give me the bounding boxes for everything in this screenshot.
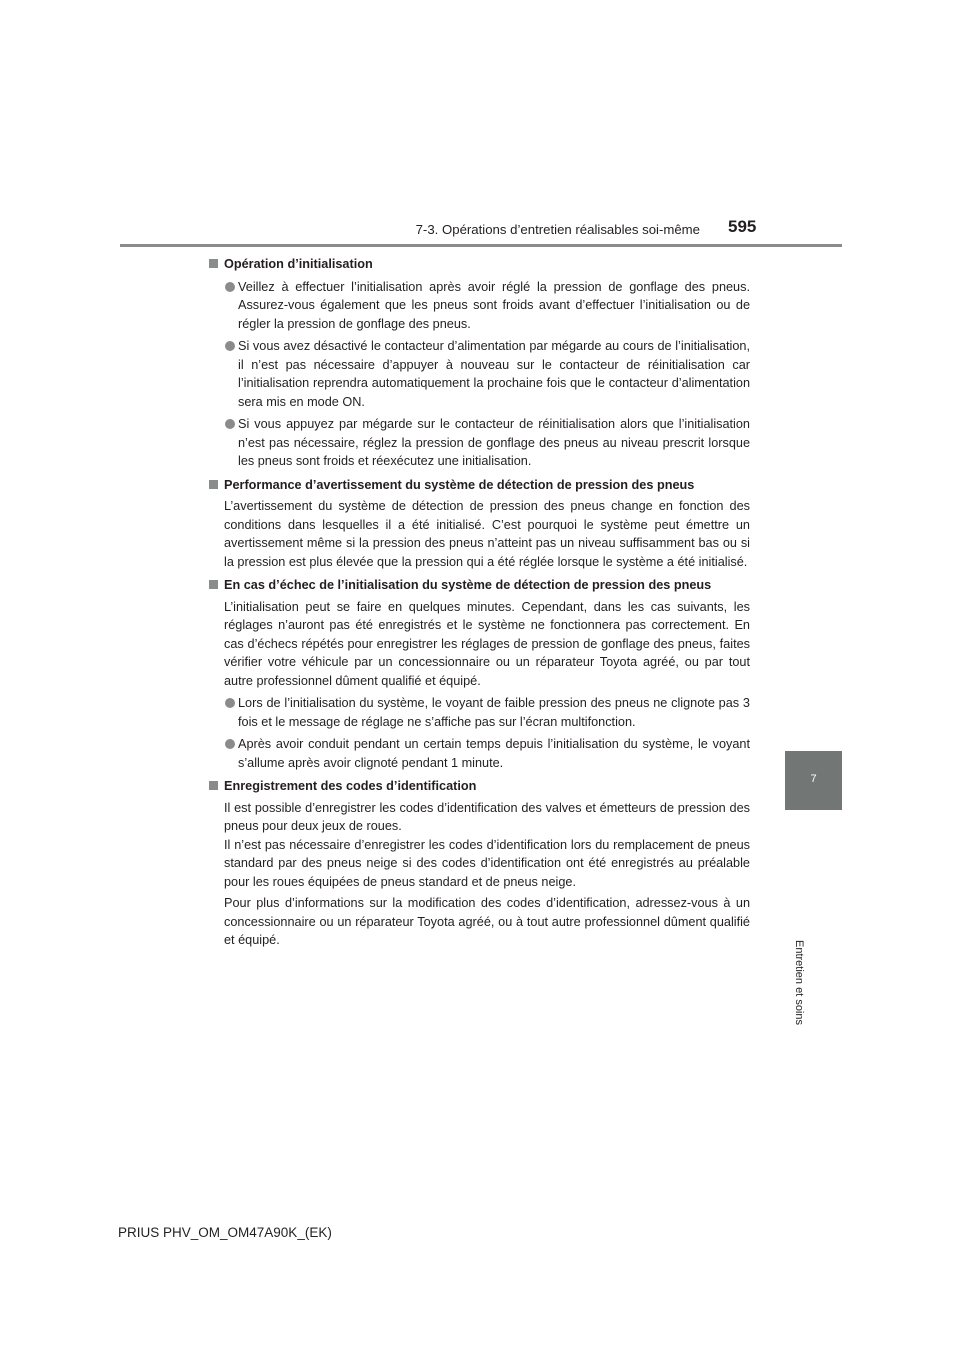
circle-bullet-icon bbox=[225, 419, 235, 429]
circle-bullet-icon bbox=[225, 282, 235, 292]
heading-text: En cas d’échec de l’initialisation du système de détection de pression des pneus bbox=[224, 578, 712, 592]
square-bullet-icon bbox=[209, 480, 218, 489]
list-item-text: Veillez à effectuer l’initialisation après avoir réglé la pression de gonflage des pneus. Assurez-vous également que les pneus sont froids avant d’effectuer l’initialisation ou de régler la pression de gonflage des pneus. bbox=[238, 279, 750, 331]
circle-bullet-icon bbox=[225, 698, 235, 708]
list-item bbox=[208, 278, 750, 334]
heading-text: Opération d’initialisation bbox=[224, 257, 373, 271]
document-id: PRIUS PHV_OM_OM47A90K_(EK) bbox=[118, 1225, 332, 1240]
square-bullet-icon bbox=[209, 259, 218, 268]
list-item-text: Après avoir conduit pendant un certain temps depuis l’initialisation du système, le voyant s’allume après avoir clignoté pendant 1 minute. bbox=[238, 737, 750, 770]
section-heading bbox=[208, 777, 750, 796]
heading-text: Enregistrement des codes d’identification bbox=[224, 779, 477, 793]
circle-bullet-icon bbox=[225, 341, 235, 351]
section-heading bbox=[208, 576, 750, 595]
circle-bullet-icon bbox=[225, 739, 235, 749]
paragraph: L’initialisation peut se faire en quelques minutes. Cependant, dans les cas suivants, les réglages n’auront pas été enregistrés et le système ne fonctionnera pas correctement. En cas d’échecs répétés pour enregistrer les réglages de pression de gonflage des pneus, faites vérifier votre véhicule par un concessionnaire ou un réparateur Toyota agréé, ou par tout autre professionnel dûment qualifié et équipé. bbox=[224, 599, 750, 688]
list-item bbox=[208, 735, 750, 772]
chapter-tab bbox=[785, 751, 842, 810]
square-bullet-icon bbox=[209, 580, 218, 589]
chapter-number: 7 bbox=[810, 773, 817, 785]
paragraph-line: Il est possible d’enregistrer les codes d’identification des valves et émetteurs de pression des pneus pour deux jeux de roues. bbox=[224, 800, 750, 833]
section-initialisation bbox=[208, 255, 750, 471]
section-codes-identification bbox=[208, 777, 750, 950]
paragraph: L’avertissement du système de détection de pression des pneus change en fonction des conditions dans lesquelles il a été initialisé. C’est pourquoi le système peut émettre un avertissement même si la pression des pneus n’atteint pas un niveau suffisamment bas ou si la pression est plus élevée que la pression qui a été réglée lorsque le système a été initialisé. bbox=[224, 499, 750, 569]
section-echec-initialisation bbox=[208, 576, 750, 772]
list-item-text: Lors de l’initialisation du système, le voyant de faible pression des pneus ne clignote pas 3 fois et le message de réglage ne s’affiche pas sur l’écran multifonction. bbox=[238, 696, 750, 729]
list-item bbox=[208, 694, 750, 731]
header-divider bbox=[120, 244, 842, 247]
list-item-text: Si vous avez désactivé le contacteur d’alimentation par mégarde au cours de l’initialisation, il n’est pas nécessaire d’appuyer à nouveau sur le contacteur de réinitialisation car l’initialisation reprendra automatiquement la prochaine fois que le contacteur d’alimentation sera mis en mode ON. bbox=[238, 339, 750, 409]
section-heading bbox=[208, 255, 750, 274]
paragraph bbox=[208, 799, 750, 892]
list-item-text: Si vous appuyez par mégarde sur le contacteur de réinitialisation alors que l’initialisation n’est pas nécessaire, réglez la pression de gonflage des pneus au niveau prescrit lorsque les pneus sont froids et réexécutez une initialisation. bbox=[238, 417, 750, 468]
paragraph: Pour plus d’informations sur la modification des codes d’identification, adressez-vous à un concessionnaire ou un réparateur Toyota agréé, ou à tout autre professionnel dûment qualifié et équipé. bbox=[224, 896, 750, 947]
chapter-label: Entretien et soins bbox=[793, 940, 805, 1025]
section-performance bbox=[208, 476, 750, 572]
list-item bbox=[208, 337, 750, 411]
list-item bbox=[208, 415, 750, 471]
page-content bbox=[208, 252, 750, 955]
page-number: 595 bbox=[728, 217, 757, 236]
paragraph-line: Il n’est pas nécessaire d’enregistrer les codes d’identification lors du remplacement de pneus standard par des pneus neige si des codes d’identification ont été enregistrés au préalable pour les roues équipées de pneus standard et de pneus neige. bbox=[224, 837, 750, 889]
heading-text: Performance d’avertissement du système de détection de pression des pneus bbox=[224, 477, 695, 492]
square-bullet-icon bbox=[209, 781, 218, 790]
section-title: 7-3. Opérations d’entretien réalisables soi-même bbox=[415, 222, 700, 237]
section-heading bbox=[208, 476, 750, 495]
